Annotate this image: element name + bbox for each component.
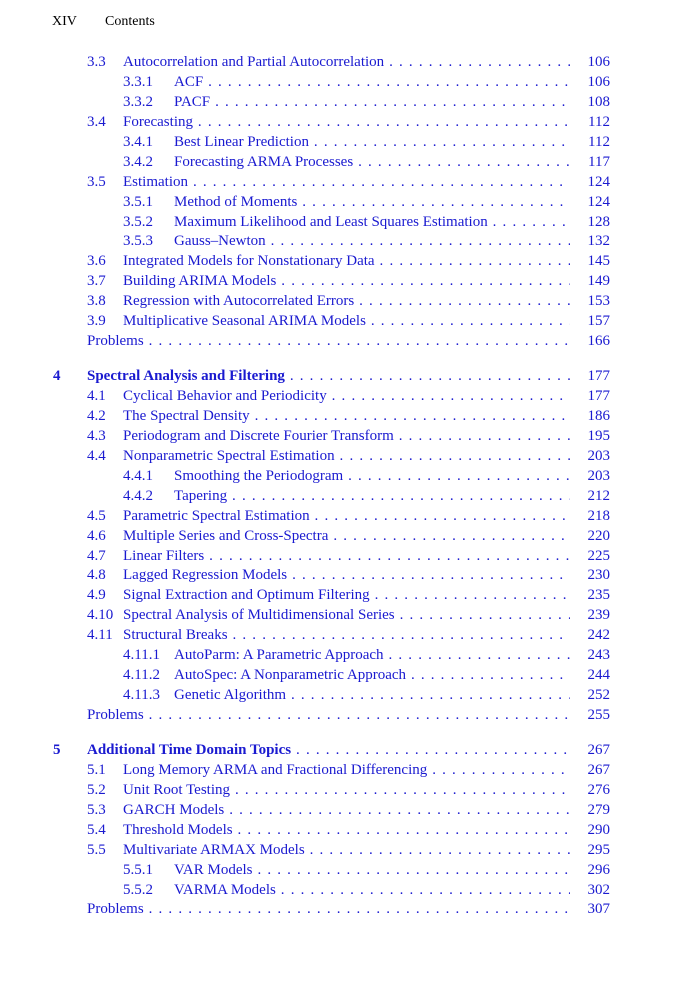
toc-entry-5-3[interactable] — [0, 801, 679, 821]
toc-entry-number: 5 — [53, 741, 61, 758]
toc-entry-3-8[interactable] — [0, 292, 679, 312]
toc-entry-title[interactable]: Building ARIMA Models . . . — [123, 272, 570, 292]
toc-entry-page[interactable]: 290 — [572, 821, 610, 841]
toc-entry-title[interactable]: Tapering . . . — [174, 487, 570, 507]
toc-entry-3-4[interactable] — [0, 113, 679, 133]
toc-entry-number: 3.9 — [87, 313, 106, 330]
toc-entry-title[interactable]: Best Linear Prediction . . . — [174, 133, 570, 153]
toc-entry-title[interactable]: Forecasting ARMA Processes . . . — [174, 153, 570, 173]
toc-entry-number: 3.4.2 — [123, 153, 153, 170]
toc-entry-page[interactable]: 267 — [572, 761, 610, 781]
toc-entry-title[interactable]: VARMA Models . . . — [174, 881, 570, 901]
toc-entry-title[interactable]: Periodogram and Discrete Fourier Transform . . . — [123, 427, 570, 447]
toc-entry-4-5[interactable] — [0, 507, 679, 527]
toc-entry-title[interactable]: Spectral Analysis and Filtering . . . — [87, 367, 570, 387]
toc-entry-title[interactable]: Structural Breaks . . . — [123, 626, 570, 646]
toc-entry-page[interactable]: 203 — [572, 467, 610, 487]
toc-entry-number: 4.4 — [87, 447, 106, 464]
toc-entry-page[interactable]: 279 — [572, 801, 610, 821]
toc-entry-title[interactable]: Problems . . . — [87, 706, 570, 726]
toc-entry-title[interactable]: Regression with Autocorrelated Errors . . . — [123, 292, 570, 312]
page-header — [52, 14, 155, 30]
toc-entry-4-6[interactable] — [0, 527, 679, 547]
toc-entry-page[interactable]: 177 — [572, 367, 610, 387]
toc-entry-title[interactable]: Maximum Likelihood and Least Squares Estimation . . . — [174, 213, 570, 233]
toc-entry-title[interactable]: Genetic Algorithm . . . — [174, 686, 570, 706]
toc-entry-number: 5.5 — [87, 841, 106, 858]
toc-entry-problems-41[interactable] — [0, 900, 679, 920]
toc-entry-page[interactable]: 157 — [572, 312, 610, 332]
toc-entry-title[interactable]: Lagged Regression Models . . . — [123, 566, 570, 586]
toc-entry-title[interactable]: AutoSpec: A Nonparametric Approach . . . — [174, 666, 570, 686]
toc-entry-number: 3.3.1 — [123, 73, 153, 90]
toc-entry-title[interactable]: ACF . . . — [174, 73, 570, 93]
toc-entry-page[interactable]: 112 — [572, 113, 610, 133]
toc-entry-page[interactable]: 230 — [572, 566, 610, 586]
toc-entry-page[interactable]: 132 — [572, 232, 610, 252]
toc-entry-page[interactable]: 225 — [572, 547, 610, 567]
toc-entry-title[interactable]: AutoParm: A Parametric Approach . . . — [174, 646, 570, 666]
toc-entry-number: 4.1 — [87, 388, 106, 404]
page-number-roman: XIV — [52, 14, 77, 29]
toc-entry-title[interactable]: VAR Models . . . — [174, 861, 570, 881]
toc-entry-title[interactable]: Multiple Series and Cross-Spectra . . . — [123, 527, 570, 547]
toc-entry-page[interactable]: 302 — [572, 881, 610, 901]
toc-entry-number: 5.4 — [87, 821, 106, 838]
toc-entry-number: 5.5.2 — [123, 881, 153, 898]
toc-entry-3-4-1[interactable] — [0, 133, 679, 153]
toc-entry-title[interactable]: Problems . . . — [87, 332, 570, 352]
toc-entry-4-11-1[interactable] — [0, 646, 679, 666]
toc-entry-page[interactable]: 276 — [572, 781, 610, 801]
toc-entry-title[interactable]: Estimation . . . — [123, 173, 570, 193]
toc-entry-4-7[interactable] — [0, 547, 679, 567]
toc-entry-number: 4.11 — [87, 627, 113, 644]
toc-entry-page[interactable]: 252 — [572, 686, 610, 706]
toc-entry-page[interactable]: 186 — [572, 407, 610, 427]
toc-entry-title[interactable]: Smoothing the Periodogram . . . — [174, 467, 570, 487]
toc-entry-3-4-2[interactable] — [0, 153, 679, 173]
toc-entry-title[interactable]: Long Memory ARMA and Fractional Differencing . . . — [123, 761, 570, 781]
toc-entry-4-8[interactable] — [0, 566, 679, 586]
toc-entry-number: 3.3.2 — [123, 93, 153, 110]
toc-entry-3-5[interactable] — [0, 173, 679, 193]
toc-entry-page[interactable]: 307 — [572, 900, 610, 920]
toc-entry-4-4[interactable] — [0, 447, 679, 467]
toc-entry-title[interactable]: Integrated Models for Nonstationary Data . . . — [123, 252, 570, 272]
toc-entry-4-2[interactable] — [0, 407, 679, 427]
toc-entry-5-5-1[interactable] — [0, 861, 679, 881]
toc-entry-4-4-2[interactable] — [0, 487, 679, 507]
toc-entry-page[interactable]: 244 — [572, 666, 610, 686]
toc-entry-3-9[interactable] — [0, 312, 679, 332]
toc-entry-3-3[interactable] — [0, 53, 679, 73]
toc-entry-3-5-3[interactable] — [0, 232, 679, 252]
toc-entry-title[interactable]: Autocorrelation and Partial Autocorrelation . . . — [123, 53, 570, 73]
toc-entry-number: 3.5.1 — [123, 193, 153, 210]
toc-entry-title[interactable]: Multivariate ARMAX Models . . . — [123, 841, 570, 861]
toc-entry-problems-32[interactable] — [0, 706, 679, 726]
toc-entry-5-1[interactable] — [0, 761, 679, 781]
toc-entry-page[interactable]: 218 — [572, 507, 610, 527]
toc-entry-3-3-2[interactable] — [0, 93, 679, 113]
toc-entry-3-5-2[interactable] — [0, 213, 679, 233]
toc-entry-page[interactable]: 124 — [572, 173, 610, 193]
toc-entry-number: 3.5.3 — [123, 233, 153, 250]
toc-entry-number: 4.11.3 — [123, 687, 160, 704]
toc-entry-page[interactable]: 203 — [572, 447, 610, 467]
toc-entry-5-5[interactable] — [0, 841, 679, 861]
toc-entry-3-7[interactable] — [0, 272, 679, 292]
toc-entry-page[interactable]: 128 — [572, 213, 610, 233]
toc-entry-number: 5.1 — [87, 761, 106, 778]
toc-entry-title[interactable]: Method of Moments . . . — [174, 193, 570, 213]
toc-entry-title[interactable]: Multiplicative Seasonal ARIMA Models . . . — [123, 312, 570, 332]
toc-entry-page[interactable]: 106 — [572, 53, 610, 73]
toc-entry-page[interactable]: 124 — [572, 193, 610, 213]
toc-entry-title[interactable]: The Spectral Density . . . — [123, 407, 570, 427]
toc-entry-page[interactable]: 296 — [572, 861, 610, 881]
toc-entry-page[interactable]: 239 — [572, 606, 610, 626]
toc-entry-number: 3.6 — [87, 253, 106, 270]
toc-entry-title[interactable]: Nonparametric Spectral Estimation . . . — [123, 447, 570, 467]
toc-entry-title[interactable]: Spectral Analysis of Multidimensional Series . . . — [123, 606, 570, 626]
toc-entry-page[interactable]: 220 — [572, 527, 610, 547]
toc-entry-page[interactable]: 243 — [572, 646, 610, 666]
toc-entry-title[interactable]: Threshold Models . . . — [123, 821, 570, 841]
table-of-contents — [0, 53, 679, 920]
toc-entry-page[interactable]: 112 — [572, 133, 610, 153]
toc-entry-3-5-1[interactable] — [0, 193, 679, 213]
toc-entry-page[interactable]: 166 — [572, 332, 610, 352]
toc-entry-number: 4.4.1 — [123, 467, 153, 484]
toc-entry-number: 4.9 — [87, 587, 106, 604]
toc-entry-page[interactable]: 149 — [572, 272, 610, 292]
toc-entry-number: 3.4.1 — [123, 133, 153, 150]
toc-entry-3-3-1[interactable] — [0, 73, 679, 93]
toc-entry-page[interactable]: 212 — [572, 487, 610, 507]
toc-entry-number: 3.8 — [87, 293, 106, 310]
toc-entry-4-1[interactable] — [0, 387, 679, 407]
toc-entry-title[interactable]: Parametric Spectral Estimation . . . — [123, 507, 570, 527]
toc-entry-5-2[interactable] — [0, 781, 679, 801]
toc-entry-number: 3.7 — [87, 273, 106, 290]
toc-entry-page[interactable]: 235 — [572, 586, 610, 606]
toc-entry-title[interactable]: Forecasting . . . — [123, 113, 570, 133]
toc-entry-3-6[interactable] — [0, 252, 679, 272]
toc-entry-page[interactable]: 108 — [572, 93, 610, 113]
toc-entry-page[interactable]: 106 — [572, 73, 610, 93]
toc-entry-number: 4.11.1 — [123, 647, 160, 664]
toc-entry-5-5-2[interactable] — [0, 881, 679, 901]
toc-entry-problems-14[interactable] — [0, 332, 679, 352]
toc-entry-5[interactable] — [0, 741, 679, 761]
toc-entry-title[interactable]: Unit Root Testing . . . — [123, 781, 570, 801]
toc-entry-number: 5.2 — [87, 781, 106, 798]
toc-entry-title[interactable]: Additional Time Domain Topics . . . — [87, 741, 570, 761]
toc-entry-number: 4.4.2 — [123, 487, 153, 504]
toc-entry-page[interactable]: 117 — [572, 153, 610, 173]
toc-entry-5-4[interactable] — [0, 821, 679, 841]
toc-entry-4-10[interactable] — [0, 606, 679, 626]
toc-entry-number: 4.7 — [87, 547, 106, 564]
toc-entry-number: 5.3 — [87, 801, 106, 818]
toc-entry-page[interactable]: 177 — [572, 387, 610, 407]
toc-entry-page[interactable]: 242 — [572, 626, 610, 646]
toc-entry-number: 3.5 — [87, 173, 106, 190]
toc-entry-page[interactable]: 195 — [572, 427, 610, 447]
toc-entry-number: 5.5.1 — [123, 861, 153, 878]
toc-entry-4-4-1[interactable] — [0, 467, 679, 487]
toc-entry-number: 3.3 — [87, 54, 106, 70]
toc-entry-title[interactable]: Gauss–Newton . . . — [174, 232, 570, 252]
toc-entry-page[interactable]: 153 — [572, 292, 610, 312]
toc-entry-title[interactable]: Signal Extraction and Optimum Filtering . . . — [123, 586, 570, 606]
toc-entry-4-11-3[interactable] — [0, 686, 679, 706]
toc-entry-number: 4 — [53, 368, 61, 385]
toc-entry-number: 4.11.2 — [123, 667, 160, 684]
running-head: Contents — [105, 14, 155, 29]
toc-entry-4[interactable] — [0, 367, 679, 387]
toc-entry-page[interactable]: 255 — [572, 706, 610, 726]
toc-entry-number: 4.8 — [87, 567, 106, 584]
toc-entry-number: 4.10 — [87, 607, 114, 624]
toc-entry-4-3[interactable] — [0, 427, 679, 447]
toc-entry-number: 4.2 — [87, 407, 106, 424]
toc-entry-title[interactable]: PACF . . . — [174, 93, 570, 113]
toc-entry-title[interactable]: Problems . . . — [87, 900, 570, 920]
toc-entry-number: 4.3 — [87, 427, 106, 444]
toc-entry-number: 4.6 — [87, 527, 106, 544]
toc-entry-page[interactable]: 295 — [572, 841, 610, 861]
toc-entry-4-9[interactable] — [0, 586, 679, 606]
toc-entry-title[interactable]: GARCH Models . . . — [123, 801, 570, 821]
toc-entry-number: 4.5 — [87, 507, 106, 524]
toc-entry-title[interactable]: Linear Filters . . . — [123, 547, 570, 567]
toc-entry-4-11-2[interactable] — [0, 666, 679, 686]
toc-entry-page[interactable]: 267 — [572, 741, 610, 761]
toc-entry-page[interactable]: 145 — [572, 252, 610, 272]
toc-entry-title[interactable]: Cyclical Behavior and Periodicity . . . — [123, 387, 570, 407]
toc-entry-number: 3.5.2 — [123, 213, 153, 230]
toc-entry-4-11[interactable] — [0, 626, 679, 646]
toc-entry-number: 3.4 — [87, 113, 106, 130]
